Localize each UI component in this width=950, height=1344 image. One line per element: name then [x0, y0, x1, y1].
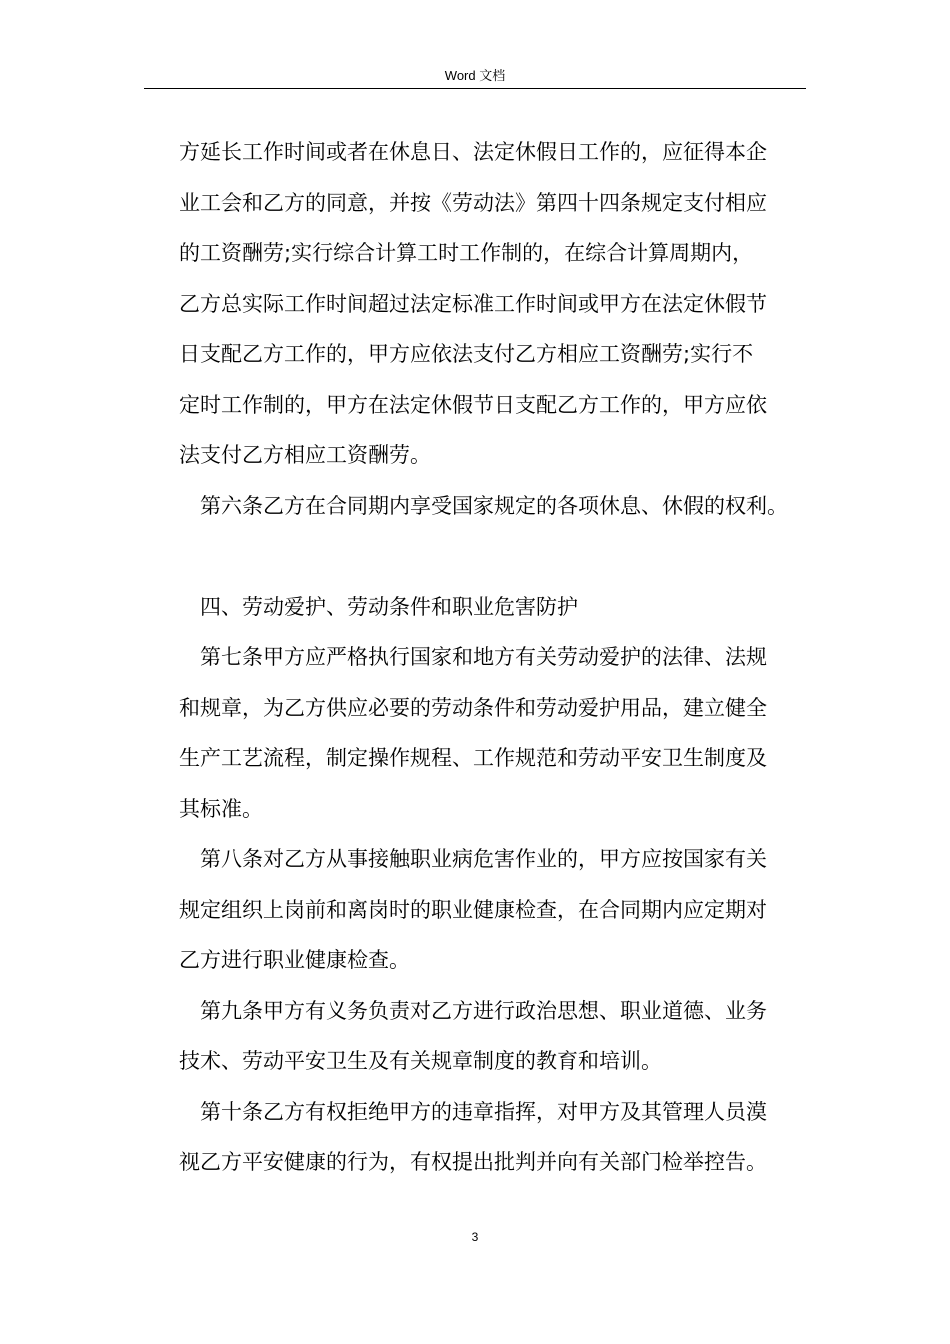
- body-line: 和规章，为乙方供应必要的劳动条件和劳动爱护用品，建立健全: [179, 695, 767, 720]
- body-line: 第十条乙方有权拒绝甲方的违章指挥，对甲方及其管理人员漠: [200, 1099, 767, 1124]
- body-line: 日支配乙方工作的，甲方应依法支付乙方相应工资酬劳;实行不: [179, 342, 754, 366]
- body-line: 规定组织上岗前和离岗时的职业健康检查，在合同期内应定期对: [179, 897, 767, 922]
- header-divider: [144, 88, 806, 89]
- body-line: 其标准。: [179, 796, 263, 821]
- body-line: 定时工作制的，甲方在法定休假节日支配乙方工作的，甲方应依: [179, 392, 767, 417]
- document-body: [179, 127, 815, 1188]
- document-header: Word 文档: [444, 68, 506, 83]
- section-heading: 四、劳动爱护、劳动条件和职业危害防护: [200, 594, 578, 619]
- body-line: 法支付乙方相应工资酬劳。: [179, 443, 431, 467]
- body-line: 生产工艺流程，制定操作规程、工作规范和劳动平安卫生制度及: [179, 746, 767, 770]
- body-line: 第七条甲方应严格执行国家和地方有关劳动爱护的法律、法规: [200, 645, 767, 669]
- body-line: 第九条甲方有义务负责对乙方进行政治思想、职业道德、业务: [200, 998, 767, 1023]
- body-line: 乙方进行职业健康检查。: [179, 948, 410, 972]
- body-line: 视乙方平安健康的行为，有权提出批判并向有关部门检举控告。: [179, 1150, 767, 1174]
- body-line: 的工资酬劳;实行综合计算工时工作制的，在综合计算周期内，: [179, 241, 754, 265]
- body-line: 乙方总实际工作时间超过法定标准工作时间或甲方在法定休假节: [179, 291, 767, 316]
- body-line: 业工会和乙方的同意，并按《劳动法》第四十四条规定支付相应: [179, 190, 767, 215]
- body-line: 技术、劳动平安卫生及有关规章制度的教育和培训。: [179, 1049, 662, 1073]
- page-number: 3: [471, 1230, 479, 1244]
- body-line: 第六条乙方在合同期内享受国家规定的各项休息、休假的权利。: [200, 493, 788, 518]
- body-line: 第八条对乙方从事接触职业病危害作业的，甲方应按国家有关: [200, 847, 767, 871]
- paragraph-spacer: [179, 531, 815, 582]
- body-line: 方延长工作时间或者在休息日、法定休假日工作的，应征得本企: [179, 140, 767, 164]
